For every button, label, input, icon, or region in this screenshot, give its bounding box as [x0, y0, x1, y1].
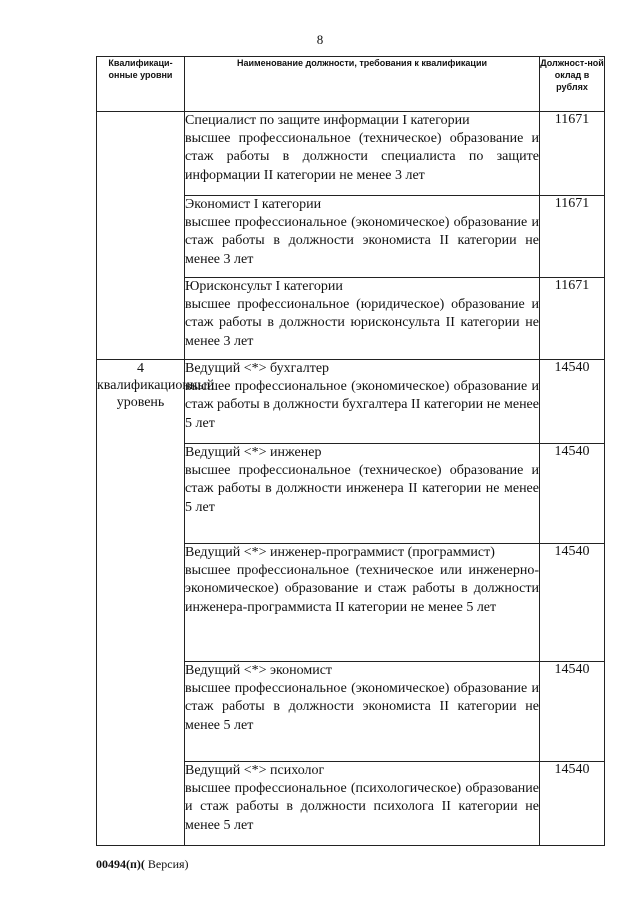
position-requirement: высшее профессиональное (техническое) образование и стаж работы в должности специалиста по защите информации II категории не менее 3 лет: [185, 131, 539, 183]
salary-cell: 11671: [540, 278, 605, 360]
table-row: [97, 360, 605, 444]
position-requirement: высшее профессиональное (психологическое) образование и стаж работы в должности психолога II категории не менее 5 лет: [185, 781, 539, 833]
position-requirement: высшее профессиональное (техническое) образование и стаж работы в должности инженера II категории не менее 5 лет: [185, 463, 539, 515]
page-number: 8: [316, 32, 324, 47]
position-cell: [185, 278, 540, 360]
salary-cell: 11671: [540, 196, 605, 278]
header-position: Наименование должности, требования к квалификации: [185, 57, 540, 112]
position-cell: [185, 360, 540, 444]
position-requirement: высшее профессиональное (экономическое) образование и стаж работы в должности экономиста II категории не менее 3 лет: [185, 215, 539, 267]
position-requirement: высшее профессиональное (экономическое) образование и стаж работы в должности бухгалтера II категории не менее 5 лет: [185, 379, 539, 431]
salary-cell: 14540: [540, 662, 605, 762]
salary-cell: 14540: [540, 762, 605, 846]
salary-cell: 14540: [540, 444, 605, 544]
salary-cell: 14540: [540, 360, 605, 444]
position-title: Ведущий <*> экономист: [185, 663, 333, 678]
document-version: Версия): [144, 857, 189, 871]
header-level: Квалификаци-онные уровни: [97, 57, 185, 112]
position-cell: [185, 196, 540, 278]
position-title: Ведущий <*> инженер-программист (программист): [185, 545, 495, 560]
position-title: Ведущий <*> бухгалтер: [185, 361, 330, 376]
table-row: [97, 112, 605, 196]
position-cell: [185, 662, 540, 762]
level-cell: 4 квалификационный уровень: [97, 360, 185, 846]
position-requirement: высшее профессиональное (техническое или инженерно-экономическое) образование и стаж работы в должности инженера-программиста II категории не менее 5 лет: [185, 563, 539, 615]
document-code: 00494(п)(: [96, 857, 145, 871]
level-cell: [97, 112, 185, 360]
position-title: Экономист I категории: [185, 197, 322, 212]
position-title: Ведущий <*> психолог: [185, 763, 325, 778]
salary-cell: 11671: [540, 112, 605, 196]
position-cell: [185, 762, 540, 846]
position-requirement: высшее профессиональное (юридическое) образование и стаж работы в должности юрисконсульта II категории не менее 3 лет: [185, 297, 539, 349]
position-cell: [185, 444, 540, 544]
table-header-row: [97, 57, 605, 112]
position-title: Юрисконсульт I категории: [185, 279, 343, 294]
position-requirement: высшее профессиональное (экономическое) образование и стаж работы в должности экономиста II категории не менее 5 лет: [185, 681, 539, 733]
position-cell: [185, 544, 540, 662]
header-salary: Должност-ной оклад в рублях: [540, 57, 605, 112]
position-title: Специалист по защите информации I категории: [185, 113, 470, 128]
qualification-table: [96, 56, 605, 846]
document-footer: [96, 857, 189, 872]
position-title: Ведущий <*> инженер: [185, 445, 322, 460]
salary-cell: 14540: [540, 544, 605, 662]
position-cell: [185, 112, 540, 196]
